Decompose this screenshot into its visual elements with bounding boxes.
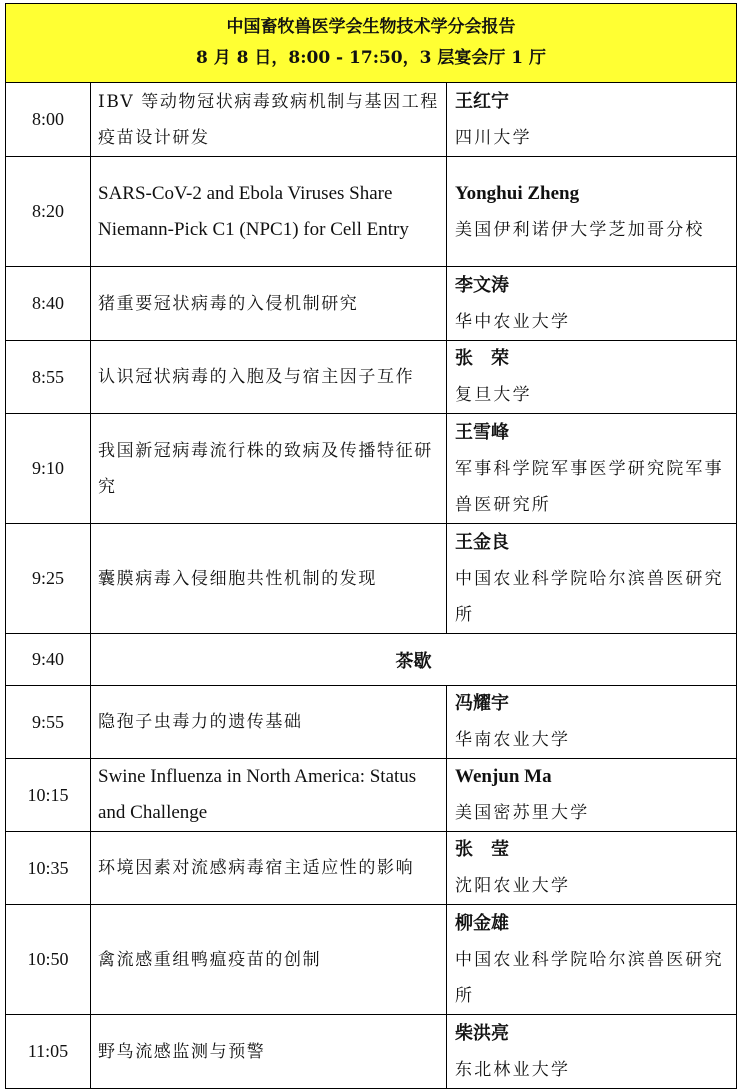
speaker-affiliation: 四川大学 [455, 127, 532, 148]
speaker-cell [447, 157, 737, 267]
table-row [6, 759, 737, 832]
time-cell: 8:00 [6, 83, 91, 157]
speaker-affiliation: 美国伊利诺伊大学芝加哥分校 [455, 219, 705, 240]
speaker-cell [447, 524, 737, 634]
table-row [6, 267, 737, 341]
speaker-name: 李文涛 [455, 274, 509, 296]
table-row [6, 83, 737, 157]
speaker-affiliation: 华中农业大学 [455, 311, 571, 332]
speaker-affiliation: 沈阳农业大学 [455, 876, 571, 896]
speaker-affiliation: 中国农业科学院哈尔滨兽医研究所 [455, 568, 724, 625]
table-row [6, 832, 737, 905]
speaker-cell [447, 267, 737, 341]
time-cell: 10:50 [6, 905, 91, 1015]
time-cell: 9:25 [6, 524, 91, 634]
tea-break-label: 茶歇 [91, 634, 737, 686]
speaker-affiliation: 华南农业大学 [455, 730, 571, 750]
speaker-name: 柴洪亮 [455, 1022, 509, 1044]
speaker-name: 冯耀宇 [455, 693, 509, 714]
speaker-cell [447, 905, 737, 1015]
time-cell: 9:10 [6, 414, 91, 524]
header-row [6, 4, 737, 83]
topic-cell: 隐孢子虫毒力的遗传基础 [91, 686, 447, 759]
speaker-affiliation: 东北林业大学 [455, 1059, 571, 1080]
speaker-name: Wenjun Ma [455, 766, 552, 787]
topic-cell: SARS-CoV-2 and Ebola Viruses Share Niemann-Pick C1 (NPC1) for Cell Entry [91, 157, 447, 267]
speaker-name: 张 荣 [455, 348, 509, 369]
speaker-name: 张 莹 [455, 839, 509, 860]
topic-cell: 我国新冠病毒流行株的致病及传播特征研究 [91, 414, 447, 524]
table-row [6, 686, 737, 759]
table-row [6, 905, 737, 1015]
header-cell [6, 4, 737, 83]
topic-cell: Swine Influenza in North America: Status and Challenge [91, 759, 447, 832]
speaker-name: Yonghui Zheng [455, 182, 580, 204]
speaker-cell [447, 414, 737, 524]
table-row [6, 157, 737, 267]
speaker-name: 王红宁 [455, 90, 509, 112]
time-cell: 11:05 [6, 1015, 91, 1089]
time-cell: 8:55 [6, 341, 91, 414]
session-title: 中国畜牧兽医学会生物技术学分会报告 [226, 17, 516, 37]
table-row [6, 414, 737, 524]
speaker-cell [447, 341, 737, 414]
topic-cell: 囊膜病毒入侵细胞共性机制的发现 [91, 524, 447, 634]
speaker-name: 王雪峰 [455, 421, 509, 443]
speaker-cell [447, 83, 737, 157]
speaker-cell [447, 832, 737, 905]
topic-cell: 猪重要冠状病毒的入侵机制研究 [91, 267, 447, 341]
speaker-affiliation: 中国农业科学院哈尔滨兽医研究所 [455, 949, 724, 1006]
topic-cell: IBV 等动物冠状病毒致病机制与基因工程疫苗设计研发 [91, 83, 447, 157]
speaker-affiliation: 复旦大学 [455, 385, 532, 405]
speaker-name: 柳金雄 [455, 912, 509, 934]
speaker-name: 王金良 [455, 531, 509, 553]
time-cell: 8:40 [6, 267, 91, 341]
topic-cell: 禽流感重组鸭瘟疫苗的创制 [91, 905, 447, 1015]
time-cell: 10:35 [6, 832, 91, 905]
topic-cell: 环境因素对流感病毒宿主适应性的影响 [91, 832, 447, 905]
speaker-affiliation: 美国密苏里大学 [455, 803, 590, 823]
table-row [6, 341, 737, 414]
time-cell: 10:15 [6, 759, 91, 832]
time-cell: 9:55 [6, 686, 91, 759]
table-row [6, 1015, 737, 1089]
time-cell: 9:40 [6, 634, 91, 686]
topic-cell: 野鸟流感监测与预警 [91, 1015, 447, 1089]
session-subtitle: 8 月 8 日，8:00 - 17:50，3 层宴会厅 1 厅 [195, 48, 547, 68]
topic-cell: 认识冠状病毒的入胞及与宿主因子互作 [91, 341, 447, 414]
speaker-cell [447, 1015, 737, 1089]
schedule-table [5, 3, 737, 1089]
time-cell: 8:20 [6, 157, 91, 267]
table-row [6, 524, 737, 634]
speaker-cell [447, 759, 737, 832]
speaker-affiliation: 军事科学院军事医学研究院军事兽医研究所 [455, 458, 724, 515]
break-row [6, 634, 737, 686]
speaker-cell [447, 686, 737, 759]
